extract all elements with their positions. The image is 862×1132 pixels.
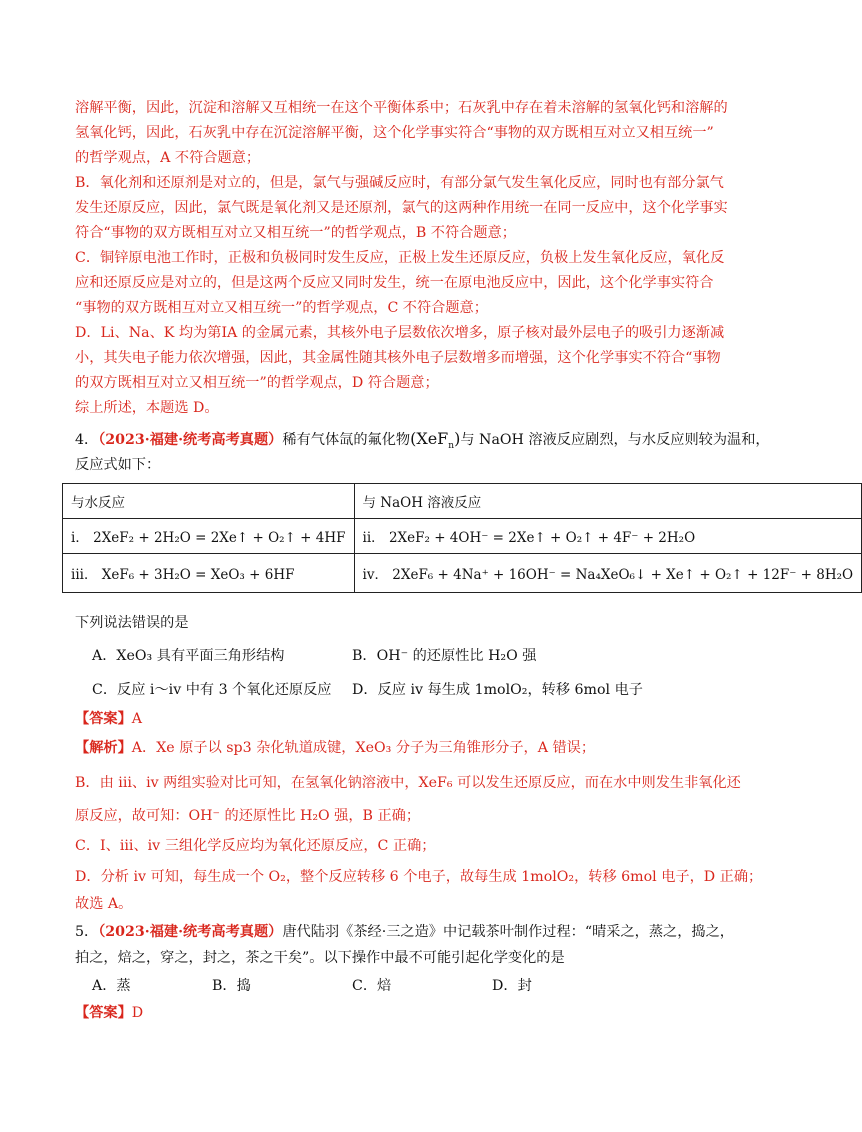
question-5-stem (75, 920, 735, 945)
option-c: C．焙 (352, 978, 392, 994)
option-b: B．捣 (212, 978, 251, 994)
table-header-row (63, 484, 862, 519)
analysis-text: A．Xe 原子以 sp3 杂化轨道成键，XeO₃ 分子为三角锥形分子，A 错误； (131, 740, 596, 756)
analysis-line: 小，其失电子能力依次增强，因此，其金属性随其核外电子层数增多而增强，这个化学事实不符合“事物 (75, 350, 721, 366)
answer-label: 【答案】 (75, 1005, 132, 1021)
option-a: A．蒸 (92, 978, 131, 994)
analysis-a (75, 736, 735, 761)
analysis-c: C．I、iii、iv 三组化学反应均为氧化还原反应，C 正确； (75, 838, 436, 854)
analysis-line: C．铜锌原电池工作时，正极和负极同时发生反应，正极上发生还原反应，负极上发生氧化反应，氧化反 (75, 250, 725, 266)
answer-line (75, 707, 735, 732)
option-a: A．XeO₃ 具有平面三角形结构 (92, 648, 285, 664)
question-5-stem-line2: 拍之，焙之，穿之，封之，茶之干矣”。以下操作中最不可能引起化学变化的是 (75, 950, 565, 966)
question-prompt: 下列说法错误的是 (75, 615, 189, 631)
reaction-iv: iv． 2XeF₆ + 4Na⁺ + 16OH⁻ = Na₄XeO₆↓ + Xe↑ + O₂↑ + 12F⁻ + 8H₂O (354, 554, 862, 593)
analysis-line: 溶解平衡，因此，沉淀和溶解又互相统一在这个平衡体系中；石灰乳中存在着未溶解的氢氧化钙和溶解的 (75, 100, 728, 116)
analysis-label: 【解析】 (75, 740, 132, 756)
analysis-line: B．氧化剂和还原剂是对立的，但是，氯气与强碱反应时，有部分氯气发生氧化反应，同时也有部分氯气 (75, 175, 724, 191)
analysis-summary: 综上所述，本题选 D。 (75, 400, 219, 416)
analysis-line: 应和还原反应是对立的，但是这两个反应又同时发生，统一在原电池反应中，因此，这个化学事实符合 (75, 275, 714, 291)
analysis-d: D．分析 iv 可知，每生成一个 O₂，整个反应转移 6 个电子，故每生成 1molO₂，转移 6mol 电子，D 正确； (75, 869, 763, 885)
question-number: 5． (75, 924, 99, 940)
question-source: （2023·福建·统考高考真题） (98, 432, 283, 448)
analysis-line: 发生还原反应，因此，氯气既是氧化剂又是还原剂，氯气的这两种作用统一在同一反应中，这个化学事实 (75, 200, 728, 216)
answer-value: A (131, 711, 143, 727)
option-b: B．OH⁻ 的还原性比 H₂O 强 (352, 648, 537, 664)
analysis-line: D．Li、Na、K 均为第ⅠA 的金属元素，其核外电子层数依次增多，原子核对最外层电子的吸引力逐渐减 (75, 325, 725, 341)
answer-label: 【答案】 (75, 711, 132, 727)
reaction-iii: iii． XeF₆ + 3H₂O = XeO₃ + 6HF (63, 554, 355, 593)
question-4-stem-line2: 反应式如下： (75, 457, 161, 473)
reaction-table (62, 483, 862, 593)
stem-text: 稀有气体氙的氟化物 (282, 432, 411, 448)
analysis-line: “事物的双方既相互对立又相互统一”的哲学观点，C 不符合题意； (75, 300, 488, 316)
table-header-naoh: 与 NaOH 溶液反应 (354, 484, 862, 519)
question-source: （2023·福建·统考高考真题） (98, 924, 283, 940)
stem-text: 与 NaOH 溶液反应剧烈，与水反应则较为温和， (460, 432, 770, 448)
reaction-i: i． 2XeF₂ + 2H₂O = 2Xe↑ + O₂↑ + 4HF (63, 519, 355, 554)
analysis-line: 氢氧化钙，因此，石灰乳中存在沉淀溶解平衡，这个化学事实符合“事物的双方既相互对立又相互统一” (75, 125, 714, 141)
analysis-line: 的双方既相互对立又相互统一”的哲学观点，D 符合题意； (75, 375, 439, 391)
table-row (63, 554, 862, 593)
option-d: D．反应 iv 每生成 1molO₂，转移 6mol 电子 (352, 682, 643, 698)
answer-line (75, 1001, 735, 1026)
analysis-b1: B．由 iii、iv 两组实验对比可知，在氢氧化钠溶液中，XeF₆ 可以发生还原反应，而在水中则发生非氧化还 (75, 775, 741, 791)
table-header-water: 与水反应 (63, 484, 355, 519)
analysis-line: 的哲学观点，A 不符合题意； (75, 150, 261, 166)
analysis-b2: 原反应，故可知：OH⁻ 的还原性比 H₂O 强，B 正确； (75, 808, 421, 824)
stem-text: 唐代陆羽《茶经·三之造》中记载茶叶制作过程：“晴采之，蒸之，捣之， (282, 924, 734, 940)
analysis-conclusion: 故选 A。 (75, 896, 133, 912)
option-d: D．封 (492, 978, 532, 994)
table-row (63, 519, 862, 554)
stem-formula: (XeF$_n$) (410, 429, 461, 452)
question-number: 4． (75, 432, 99, 448)
analysis-line: 符合“事物的双方既相互对立又相互统一”的哲学观点，B 不符合题意； (75, 225, 516, 241)
answer-value: D (131, 1005, 144, 1021)
option-c: C．反应 i～iv 中有 3 个氧化还原反应 (92, 682, 332, 698)
reaction-ii: ii． 2XeF₂ + 4OH⁻ = 2Xe↑ + O₂↑ + 4F⁻ + 2H₂O (354, 519, 862, 554)
